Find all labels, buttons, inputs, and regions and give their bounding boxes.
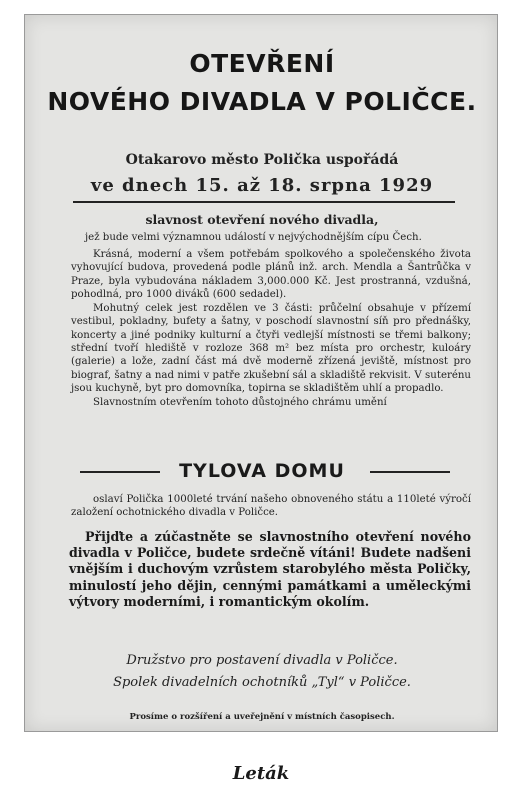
celebration-text — [71, 493, 471, 520]
organizer-line: Otakarovo město Polička uspořádá — [125, 152, 399, 168]
tylova-heading — [25, 460, 499, 484]
event-note: jež bude velmi významnou událostí v nejvýchodnějším cípu Čech. — [85, 232, 422, 243]
invitation-block — [69, 529, 471, 610]
image-caption: Leták — [232, 763, 290, 784]
poster-title-line1: OTEVŘENÍ — [189, 49, 335, 78]
signature-society: Spolek divadelních ochotníků „Tyl“ v Poličce. — [113, 675, 411, 690]
event-title: slavnost otevření nového divadla, — [145, 212, 379, 227]
paragraph-layout: Mohutný celek jest rozdělen ve 3 části: průčelní obsahuje v přízemí vestibul, pokladny, bufety a šatny, v poschodí slavnostní síň pro přednášky, koncerty a jiné podniky kulturní a čtyři vedlejší místnosti se třemi balkony; střední tvoří hlediště v rozloze 368 m² bez místa pro orchestr, kuloáry (galerie) a lože, zadní část má dvě moderně zřízená jeviště, místnost pro biograf, šatny a nad nimi v patře zkušební sál a skladiště rekvisit. V suterénu jsou kuchyně, byt pro domovníka, topirna se skladištěm uhlí a propadlo. — [71, 303, 471, 394]
signature-cooperative: Družstvo pro postavení divadla v Poličce. — [126, 653, 398, 668]
poster-title-line2: NOVÉHO DIVADLA V POLIČCE. — [47, 87, 477, 116]
dedication-intro: Slavnostním otevřením tohoto důstojného chrámu umění — [93, 397, 387, 409]
heading-dash-right — [370, 471, 450, 473]
leaflet-poster — [24, 14, 498, 732]
dates-underline — [73, 201, 455, 203]
paragraph-building: Krásná, moderní a všem potřebám spolkového a společenského života vyhovující budova, provedená podle plánů inž. arch. Mendla a Šantrůčka v Praze, byla vybudována nákladem 3,000.000 Kč. Jest prostranná, vzdušná, pohodlná, pro 1000 diváků (600 sedadel). — [71, 249, 471, 300]
invitation-paragraph: Přijďte a zúčastněte se slavnostního otevření nového divadla v Poličce, budete srdečně vítáni! Budete nadšeni vnějším i duchovým vzrůstem starobylého města Poličky, minulostí jeho dějin, cennými památkami a uměleckými výtvory moderními, i romantickým okolím. — [69, 529, 471, 609]
description-block — [71, 248, 471, 410]
event-dates: ve dnech 15. až 18. srpna 1929 — [90, 175, 434, 196]
celebration-paragraph: oslaví Polička 1000leté trvání našeho obnoveného státu a 110leté výročí založení ochotnického divadla v Poličce. — [71, 494, 471, 519]
tylova-title: TYLOVA DOMU — [179, 460, 345, 482]
footer-note: Prosíme o rozšíření a uveřejnění v místních časopisech. — [129, 712, 395, 722]
